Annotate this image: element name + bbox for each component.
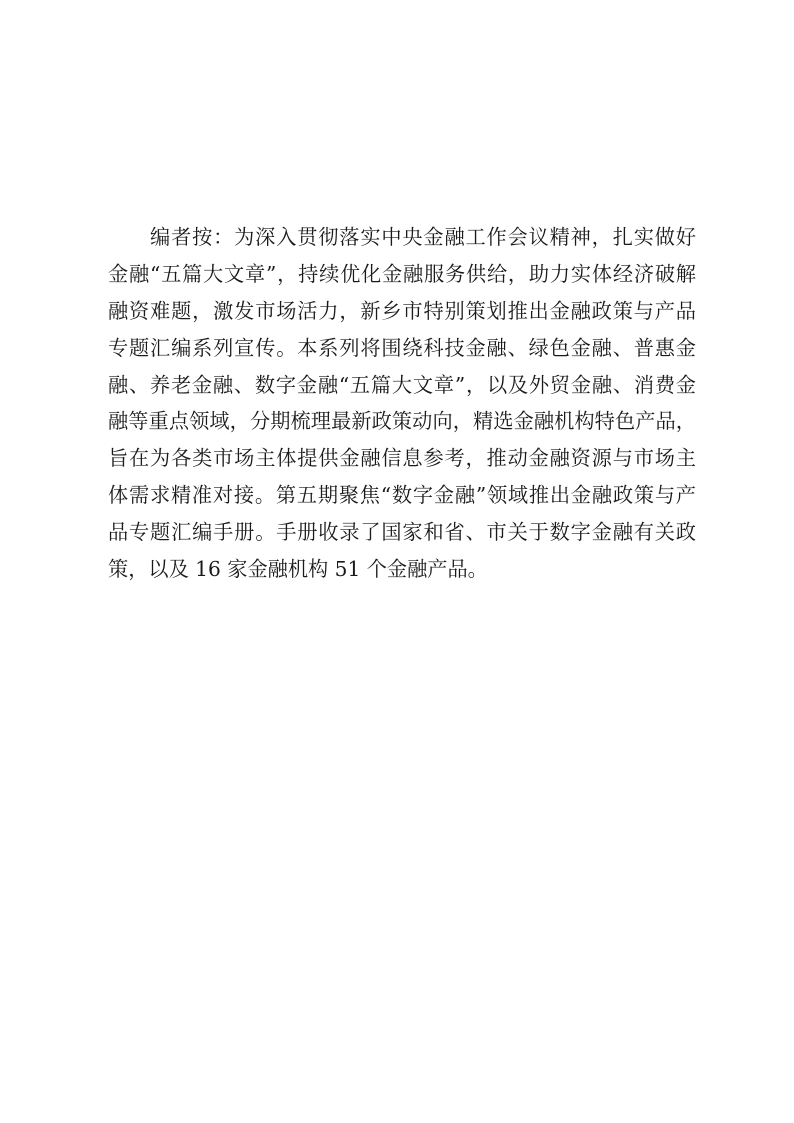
editor-note-line: 品专题汇编手册。手册收录了国家和省、市关于数字金融有关政 [108,520,696,545]
editor-note-line: 策，以及 16 家金融机构 51 个金融产品。 [108,557,488,582]
editor-note-line: 专题汇编系列宣传。本系列将围绕科技金融、绿色金融、普惠金 [108,335,696,360]
editor-note-line: 编者按：为深入贯彻落实中央金融工作会议精神，扎实做好 [150,225,696,249]
editor-note-paragraph [108,219,696,588]
editor-note-line: 体需求精准对接。第五期聚焦“数字金融”领域推出金融政策与产 [108,483,696,508]
editor-note-line: 旨在为各类市场主体提供金融信息参考，推动金融资源与市场主 [108,446,696,471]
editor-note-line: 融等重点领域，分期梳理最新政策动向，精选金融机构特色产品， [108,409,696,434]
editor-note-line: 融资难题，激发市场活力，新乡市特别策划推出金融政策与产品 [108,298,696,323]
editor-note-line: 金融“五篇大文章”，持续优化金融服务供给，助力实体经济破解 [108,261,696,286]
editor-note-line: 融、养老金融、数字金融“五篇大文章”，以及外贸金融、消费金 [108,372,696,397]
